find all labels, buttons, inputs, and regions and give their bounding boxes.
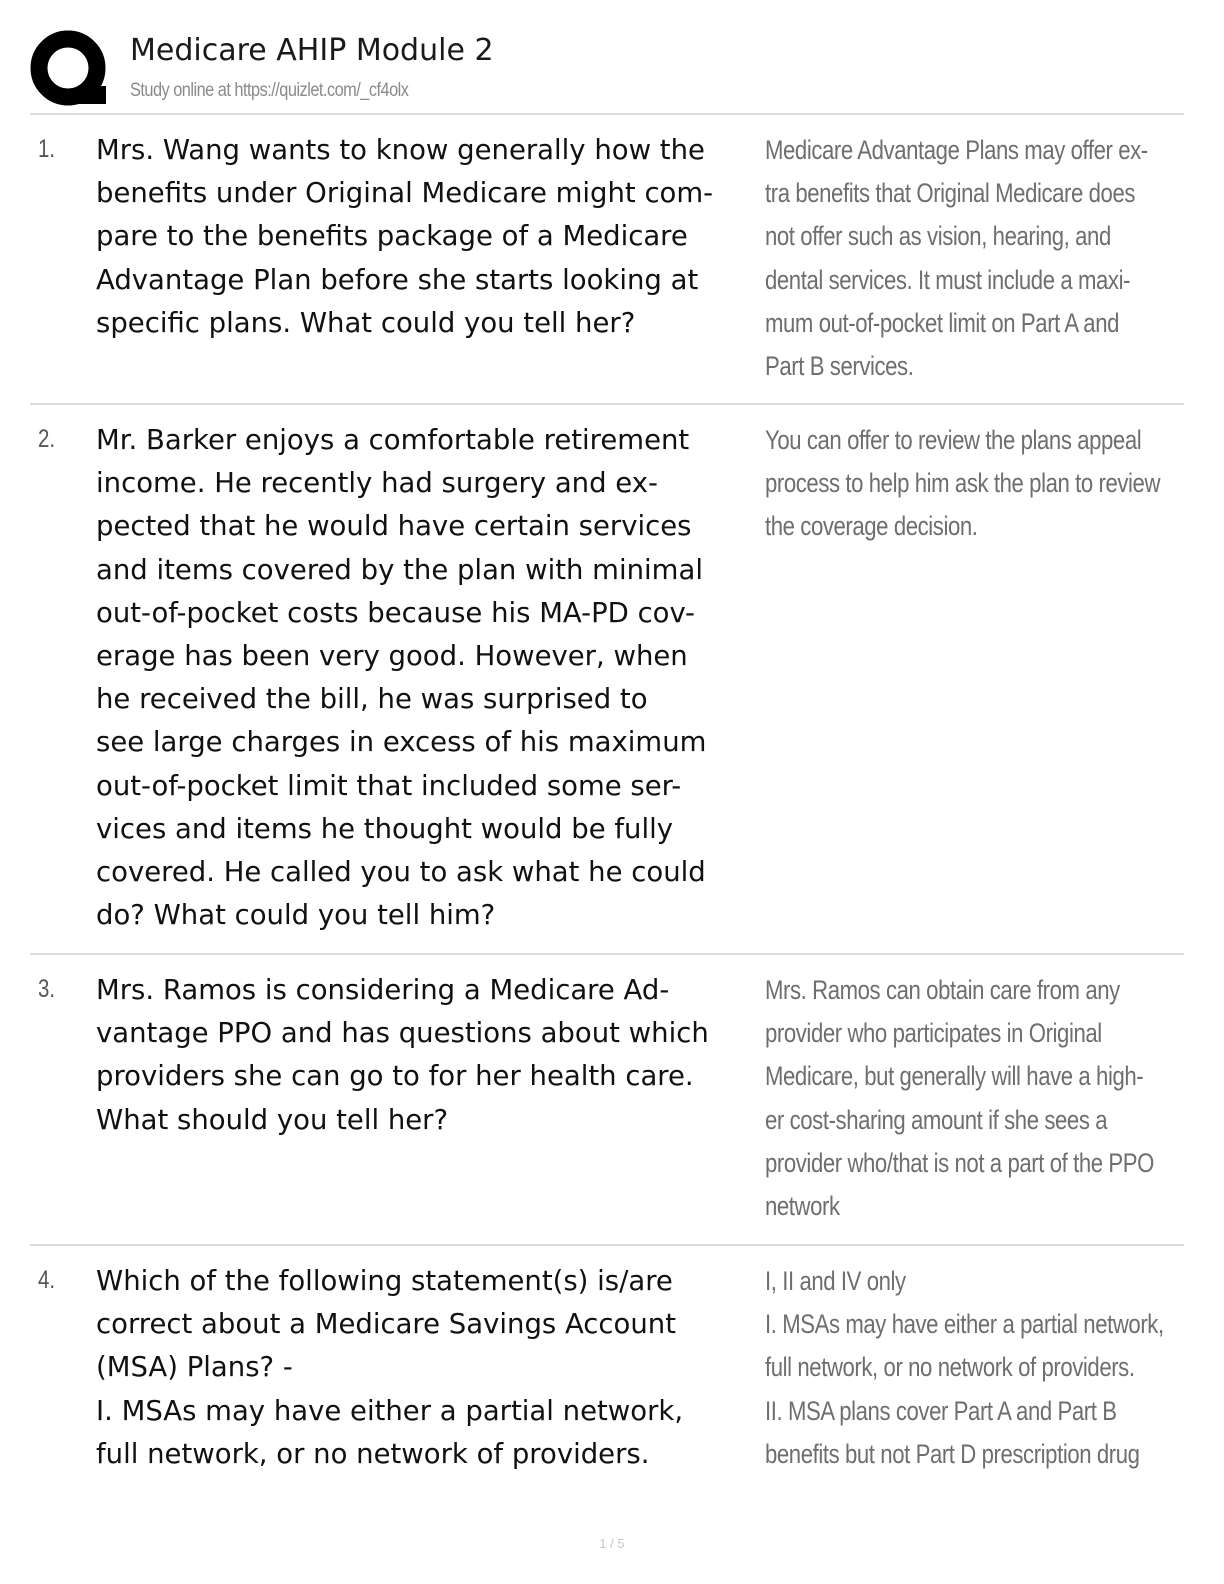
card-term	[96, 129, 761, 345]
term-line: do? What could you tell him?	[96, 899, 496, 932]
definition-line: mum out-of-pocket limit on Part A and	[765, 307, 1120, 338]
card-definition	[765, 129, 1167, 388]
flashcard-1	[30, 115, 1184, 405]
term-line: pare to the benefits package of a Medicare	[96, 220, 688, 253]
definition-line: Mrs. Ramos can obtain care from any	[765, 975, 1120, 1005]
term-line: out-of-pocket costs because his MA-PD cov-	[96, 596, 695, 629]
term-line: Mr. Barker enjoys a comfortable retirement	[96, 424, 690, 456]
flashcard-3	[30, 955, 1184, 1246]
term-line: covered. He called you to ask what he could	[96, 856, 706, 889]
term-line: see large charges in excess of his maximum	[96, 726, 707, 759]
study-online-link[interactable]: Study online at https://quizlet.com/_cf4olx	[130, 80, 409, 101]
term-line: pected that he would have certain services	[96, 510, 692, 543]
card-definition	[765, 1260, 1167, 1476]
definition-line: tra benefits that Original Medicare does	[765, 178, 1136, 209]
term-line: income. He recently had surgery and ex-	[96, 467, 658, 500]
definition-line: not offer such as vision, hearing, and	[765, 221, 1111, 252]
card-definition	[765, 969, 1167, 1228]
flashcard-2	[30, 405, 1184, 955]
quizlet-logo-icon	[30, 30, 110, 110]
card-term	[96, 419, 761, 937]
definition-line: Medicare Advantage Plans may offer ex-	[765, 135, 1148, 165]
document-title: Medicare AHIP Module 2	[130, 33, 494, 68]
definition-line: the coverage decision.	[765, 511, 978, 542]
term-line: vices and items he thought would be fully	[96, 812, 674, 845]
definition-line: You can offer to review the plans appeal	[765, 425, 1142, 455]
definition-line: I. MSAs may have either a partial network,	[765, 1309, 1164, 1340]
definition-line: provider who/that is not a part of the PPO	[765, 1147, 1154, 1178]
card-number: 4.	[38, 1266, 56, 1294]
term-line: and items covered by the plan with minimal	[96, 553, 703, 586]
definition-line: process to help him ask the plan to review	[765, 468, 1161, 499]
definition-line: full network, or no network of providers.	[765, 1352, 1135, 1383]
definition-line: Medicare, but generally will have a high-	[765, 1061, 1144, 1092]
term-line: I. MSAs may have either a partial network,	[96, 1394, 684, 1427]
term-line: Advantage Plan before she starts looking at	[96, 263, 699, 296]
term-line: Which of the following statement(s) is/are	[96, 1265, 673, 1297]
card-number: 3.	[38, 975, 56, 1003]
card-definition	[765, 419, 1167, 549]
definition-line: benefits but not Part D prescription drug	[765, 1438, 1140, 1469]
term-line: What should you tell her?	[96, 1103, 449, 1136]
term-line: benefits under Original Medicare might com-	[96, 177, 714, 210]
term-line: full network, or no network of providers.	[96, 1437, 650, 1470]
card-number: 2.	[38, 425, 56, 453]
card-number: 1.	[38, 135, 56, 163]
term-line: Mrs. Wang wants to know generally how the	[96, 134, 705, 166]
page-number: 1 / 5	[599, 1536, 625, 1551]
card-term	[96, 1260, 761, 1476]
term-line: providers she can go to for her health care.	[96, 1060, 694, 1093]
term-line: vantage PPO and has questions about which	[96, 1017, 709, 1050]
definition-line: I, II and IV only	[765, 1266, 906, 1296]
term-line: Mrs. Ramos is considering a Medicare Ad-	[96, 974, 670, 1006]
card-term	[96, 969, 761, 1142]
definition-line: provider who participates in Original	[765, 1018, 1102, 1049]
flashcard-4	[30, 1246, 1184, 1506]
flashcard-list	[30, 115, 1184, 1506]
term-line: correct about a Medicare Savings Account	[96, 1308, 676, 1341]
term-line: he received the bill, he was surprised to	[96, 683, 648, 716]
definition-line: er cost-sharing amount if she sees a	[765, 1104, 1108, 1135]
term-line: (MSA) Plans? -	[96, 1351, 293, 1384]
definition-line: II. MSA plans cover Part A and Part B	[765, 1395, 1117, 1426]
term-line: erage has been very good. However, when	[96, 640, 688, 673]
term-line: specific plans. What could you tell her?	[96, 306, 636, 339]
definition-line: network	[765, 1191, 840, 1222]
definition-line: Part B services.	[765, 351, 914, 382]
term-line: out-of-pocket limit that included some ser-	[96, 769, 682, 802]
document-header	[0, 0, 1224, 116]
definition-line: dental services. It must include a maxi-	[765, 264, 1131, 295]
